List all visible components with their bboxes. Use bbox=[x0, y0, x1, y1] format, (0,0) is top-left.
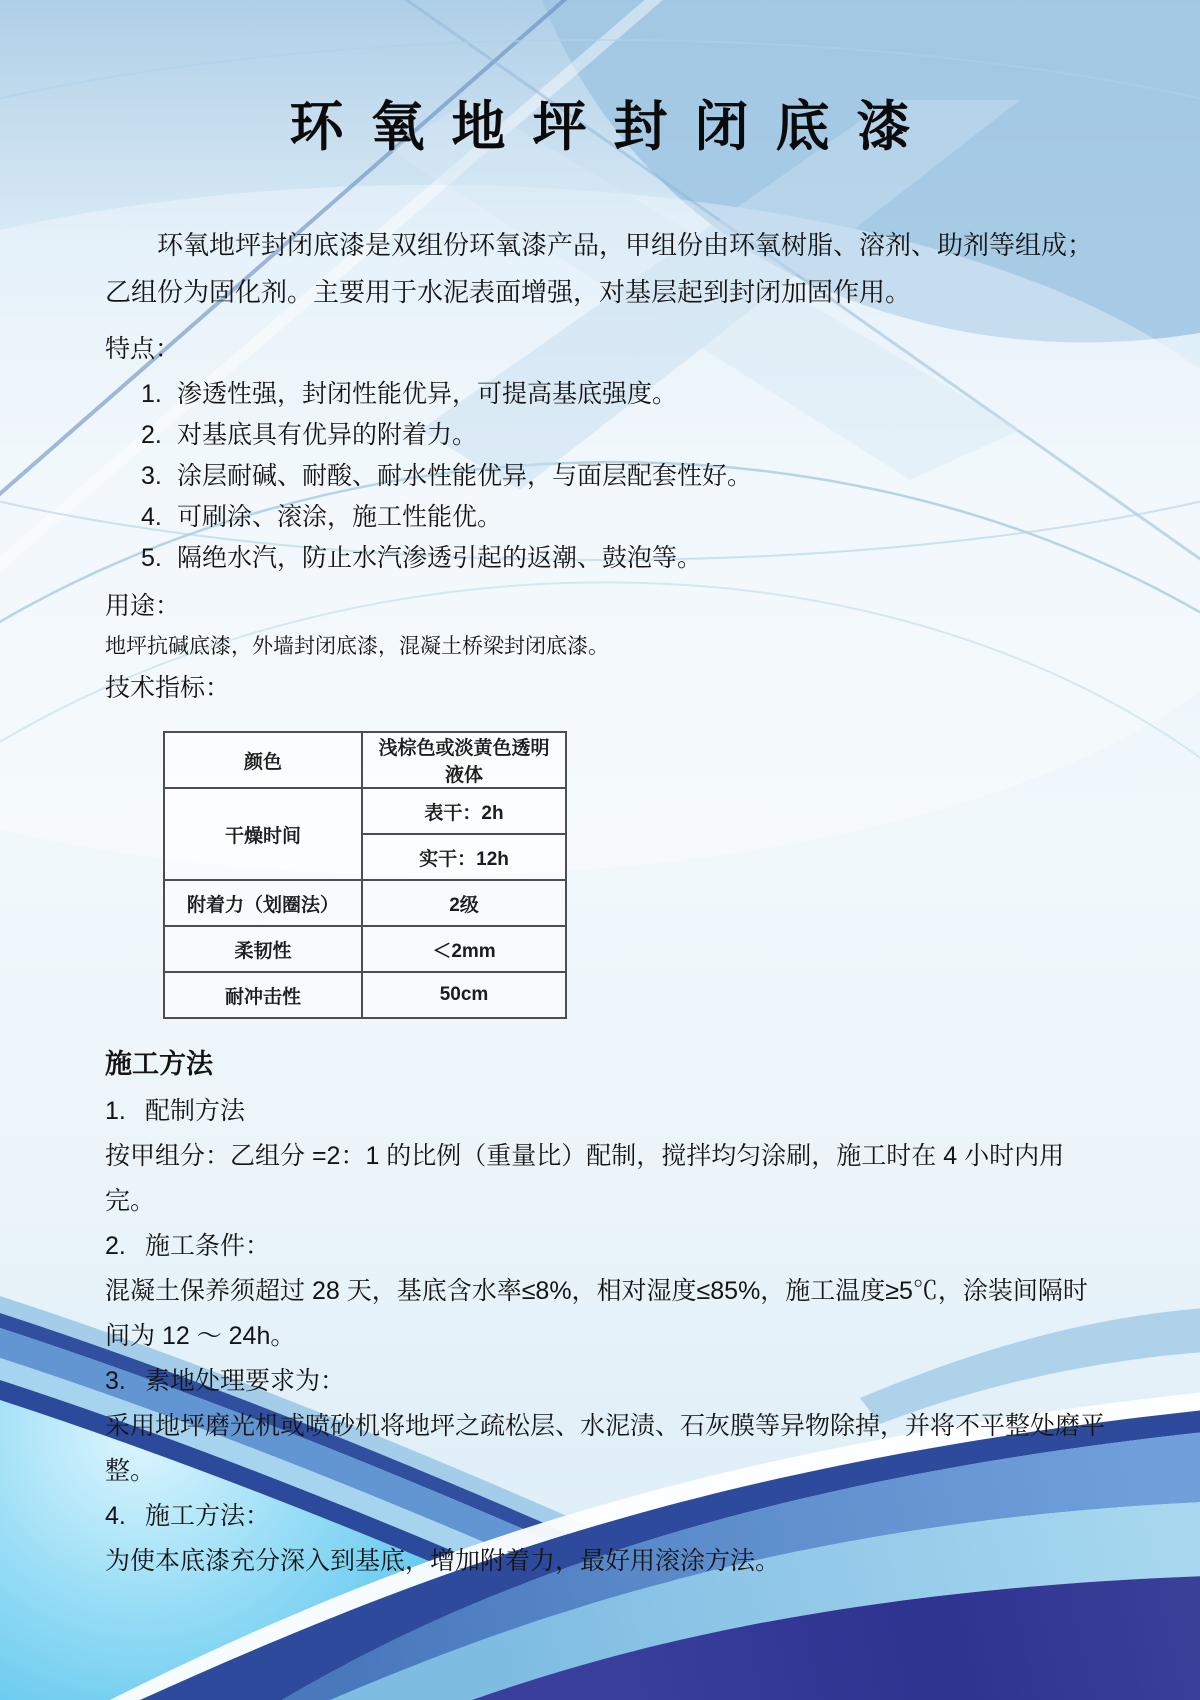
table-cell-adhesion-label: 附着力（划圈法） bbox=[164, 880, 362, 926]
table-cell-dry-surface: 表干：2h bbox=[362, 788, 566, 834]
feature-item-text: 隔绝水汽，防止水汽渗透引起的返潮、鼓泡等。 bbox=[177, 544, 703, 572]
specs-label: 技术指标： bbox=[105, 674, 231, 702]
method-step-number: 4. bbox=[105, 1502, 126, 1530]
method-step-body: 混凝土保养须超过 28 天，基底含水率≤8%，相对湿度≤85%，施工温度≥5℃，涂装间隔时间为 12 ～ 24h。 bbox=[105, 1277, 1088, 1350]
method-step-label bbox=[105, 1089, 1112, 1134]
features-list bbox=[105, 374, 1112, 579]
feature-item bbox=[141, 538, 1112, 579]
feature-item-text: 渗透性强，封闭性能优异，可提高基底强度。 bbox=[177, 380, 678, 408]
features-label: 特点： bbox=[105, 335, 181, 363]
table-cell-flex-value: ＜2mm bbox=[362, 926, 566, 972]
table-cell-dry-hard: 实干：12h bbox=[362, 834, 566, 880]
method-step-title: 配制方法 bbox=[145, 1097, 246, 1125]
usage-text: 地坪抗碱底漆，外墙封闭底漆，混凝土桥梁封闭底漆。 bbox=[105, 635, 609, 658]
feature-item bbox=[141, 456, 1112, 497]
table-row bbox=[164, 880, 566, 926]
table-row bbox=[164, 732, 566, 788]
method-step-body: 采用地坪磨光机或喷砂机将地坪之疏松层、水泥渍、石灰膜等异物除掉，并将不平整处磨平整。 bbox=[105, 1412, 1106, 1485]
feature-item-text: 对基底具有优异的附着力。 bbox=[177, 421, 478, 449]
method-step-body: 为使本底漆充分深入到基底，增加附着力，最好用滚涂方法。 bbox=[105, 1547, 781, 1575]
method-step-title: 施工方法： bbox=[145, 1502, 271, 1530]
table-row bbox=[164, 972, 566, 1018]
specs-table bbox=[163, 731, 567, 1019]
method-step-number: 3. bbox=[105, 1367, 126, 1395]
method-step-title: 素地处理要求为： bbox=[145, 1367, 346, 1395]
page-title: 环氧地坪封闭底漆 bbox=[289, 97, 938, 157]
table-cell-color-label: 颜色 bbox=[164, 732, 362, 788]
table-cell-impact-value: 50cm bbox=[362, 972, 566, 1018]
method-step-label bbox=[105, 1224, 1112, 1269]
intro-paragraph: 环氧地坪封闭底漆是双组份环氧漆产品，甲组份由环氧树脂、溶剂、助剂等组成；乙组份为固化剂。主要用于水泥表面增强，对基层起到封闭加固作用。 bbox=[105, 230, 1094, 307]
table-cell-color-value: 浅棕色或淡黄色透明液体 bbox=[362, 732, 566, 788]
feature-item bbox=[141, 374, 1112, 415]
feature-item-number: 2. bbox=[141, 421, 162, 449]
feature-item-number: 4. bbox=[141, 503, 162, 531]
table-cell-adhesion-value: 2级 bbox=[362, 880, 566, 926]
feature-item bbox=[141, 497, 1112, 538]
method-step-title: 施工条件： bbox=[145, 1232, 271, 1260]
method-step-label bbox=[105, 1359, 1112, 1404]
method-heading: 施工方法 bbox=[105, 1049, 213, 1079]
feature-item-number: 5. bbox=[141, 544, 162, 572]
table-cell-flex-label: 柔韧性 bbox=[164, 926, 362, 972]
table-cell-impact-label: 耐冲击性 bbox=[164, 972, 362, 1018]
feature-item-number: 1. bbox=[141, 380, 162, 408]
method-step-number: 2. bbox=[105, 1232, 126, 1260]
method-step-number: 1. bbox=[105, 1097, 126, 1125]
feature-item bbox=[141, 415, 1112, 456]
method-step-label bbox=[105, 1494, 1112, 1539]
feature-item-number: 3. bbox=[141, 462, 162, 490]
table-cell-dry-label: 干燥时间 bbox=[164, 788, 362, 880]
table-row bbox=[164, 926, 566, 972]
table-row bbox=[164, 788, 566, 834]
feature-item-text: 可刷涂、滚涂，施工性能优。 bbox=[177, 503, 503, 531]
document-body bbox=[105, 222, 1112, 1584]
method-step-body: 按甲组分：乙组分 =2：1 的比例（重量比）配制，搅拌均匀涂刷，施工时在 4 小时内用完。 bbox=[105, 1142, 1065, 1215]
usage-label: 用途： bbox=[105, 592, 181, 620]
feature-item-text: 涂层耐碱、耐酸、耐水性能优异，与面层配套性好。 bbox=[177, 462, 753, 490]
